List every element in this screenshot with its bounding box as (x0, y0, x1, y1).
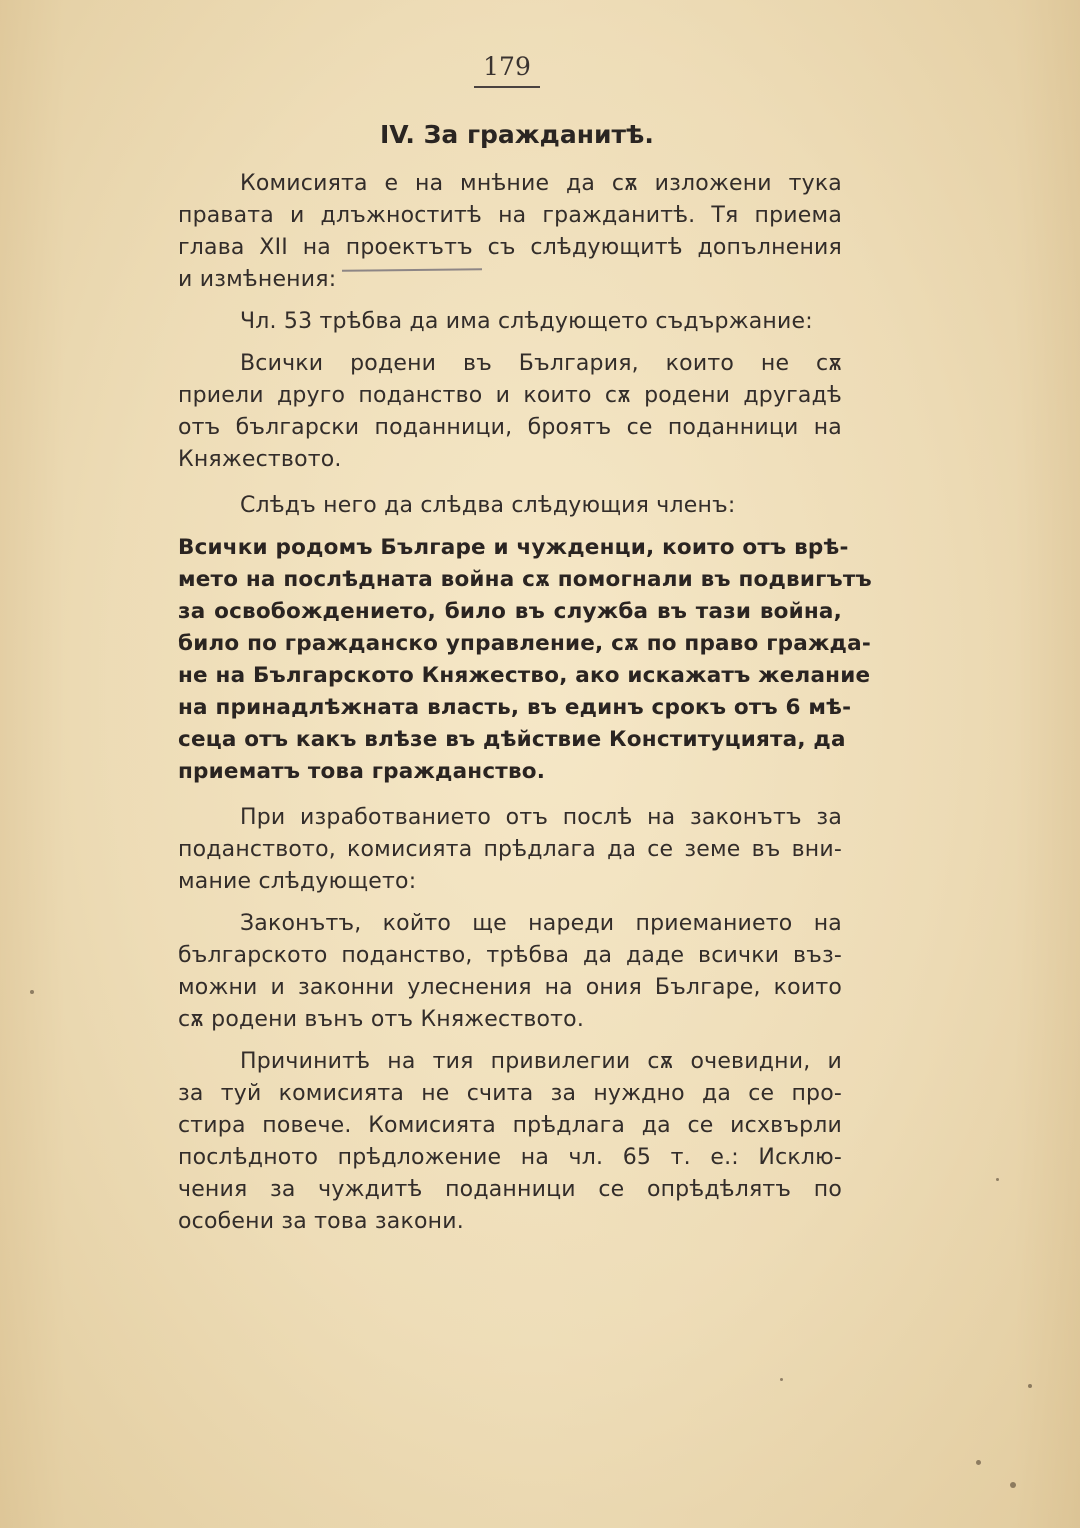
paper-speck (976, 1460, 981, 1465)
text-line: и измѣнения: (178, 267, 337, 292)
paper-speck (996, 1178, 999, 1181)
text-line: Законътъ, който ще нареди приеманието на (240, 911, 842, 936)
paragraph-7 (178, 908, 842, 1036)
text-line: глава XII на проектътъ съ слѣдующитѣ допълнения (178, 235, 842, 260)
text-line: за освобождението, било въ служба въ тази война, (178, 599, 842, 624)
text-line: поданството, комисията прѣдлага да се земе въ вни- (178, 837, 842, 862)
text-line: Слѣдъ него да слѣдва слѣдующия членъ: (240, 493, 736, 518)
text-line: Комисията е на мнѣние да сѫ изложени тука (240, 171, 842, 196)
text-line: мание слѣдующето: (178, 869, 417, 894)
text-line: не на Българското Княжество, ако искажатъ желание (178, 663, 871, 688)
text-line: приели друго поданство и които сѫ родени другадѣ (178, 383, 842, 408)
text-line: Всички родомъ Българе и чужденци, които отъ врѣ- (178, 535, 849, 560)
paper-speck (1028, 1384, 1032, 1388)
text-line: мето на послѣдната война сѫ помогнали въ подвигътъ (178, 567, 872, 592)
paper-speck (780, 1378, 783, 1381)
text-line: сеца отъ какъ влѣзе въ дѣйствие Конституцията, да (178, 727, 846, 752)
paragraph-3 (178, 348, 842, 476)
text-line: било по гражданско управление, сѫ по право гражда- (178, 631, 871, 656)
paper-speck (1010, 1482, 1016, 1488)
text-line: българското поданство, трѣбва да даде всички въз- (178, 943, 842, 968)
text-line: приематъ това гражданство. (178, 759, 546, 784)
paper-speck (30, 990, 34, 994)
text-line: отъ български поданници, броятъ се поданници на (178, 415, 842, 440)
text-line: послѣдното прѣдложение на чл. 65 т. е.: Исклю- (178, 1145, 842, 1170)
text-line: правата и длъжноститѣ на гражданитѣ. Тя приема (178, 203, 842, 228)
page-number: 179 (483, 52, 531, 81)
paragraph-4 (178, 490, 842, 522)
page-number-rule (474, 86, 540, 88)
text-line: за туй комисията не счита за нуждно да се про- (178, 1081, 842, 1106)
section-heading: IV. За гражданитѣ. (380, 120, 654, 149)
paragraph-5-bold (178, 532, 872, 788)
text-line: Всички родени въ България, които не сѫ (240, 351, 842, 376)
paragraph-2 (178, 306, 842, 338)
text-line: особени за това закони. (178, 1209, 464, 1234)
text-line: можни и законни улеснения на ония Българе, които (178, 975, 842, 1000)
paragraph-1 (178, 168, 842, 296)
text-line: на принадлѣжната власть, въ единъ срокъ отъ 6 мѣ- (178, 695, 852, 720)
text-line: При изработванието отъ послѣ на законътъ за (240, 805, 842, 830)
text-line: чения за чуждитѣ поданници се опрѣдѣлятъ по (178, 1177, 842, 1202)
paragraph-6 (178, 802, 842, 898)
text-line: Причинитѣ на тия привилегии сѫ очевидни, и (240, 1049, 842, 1074)
text-line: сѫ родени вънъ отъ Княжеството. (178, 1007, 585, 1032)
paragraph-8 (178, 1046, 842, 1238)
text-line: Княжеството. (178, 447, 342, 472)
text-line: стира повече. Комисията прѣдлага да се исхвърли (178, 1113, 842, 1138)
text-line: Чл. 53 трѣбва да има слѣдующето съдържание: (240, 309, 813, 334)
